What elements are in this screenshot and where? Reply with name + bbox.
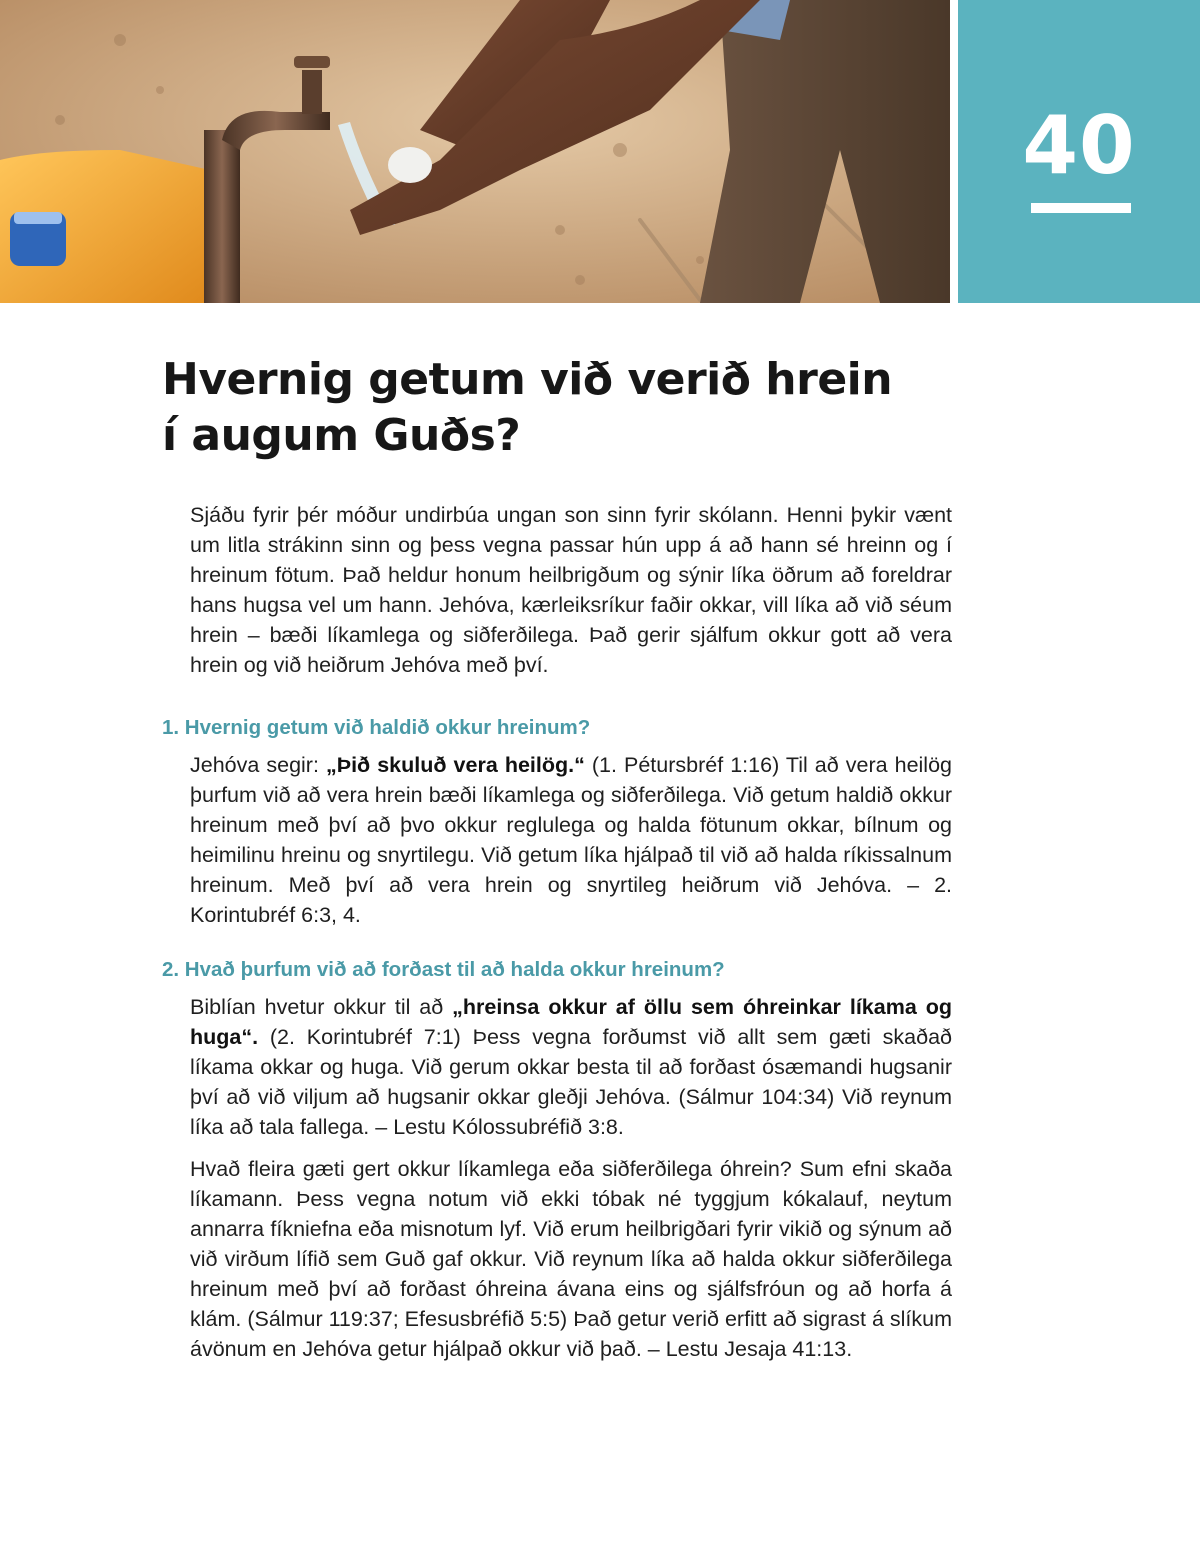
- lesson-content: [162, 500, 952, 1390]
- paragraph-text: Biblían hvetur okkur til að: [190, 995, 453, 1019]
- question-section-2: [162, 956, 952, 1364]
- question-heading: 1. Hvernig getum við haldið okkur hreinum?: [162, 716, 591, 739]
- page-title: [162, 352, 942, 464]
- paragraph-text: Jehóva segir:: [190, 753, 326, 777]
- page-title-line2: í augum Guðs?: [162, 410, 521, 461]
- hero-photo: [0, 0, 950, 303]
- lesson-number: 40: [1022, 99, 1136, 192]
- question-heading: 2. Hvað þurfum við að forðast til að halda okkur hreinum?: [162, 958, 725, 981]
- lesson-number-box: [958, 0, 1200, 303]
- lesson-number-underline: [1031, 203, 1131, 213]
- answer-paragraph: [190, 750, 952, 930]
- paragraph-text: (2. Korintubréf 7:1) Þess vegna forðumst við allt sem gæti skaðað líkama okkar og huga. Við gerum okkar besta til að forðast ósæmandi hugsanir því að við viljum að hugsanir okkar gleðji Jehóva. (Sálmur 104:34) Við reynum líka að tala fallega. – Lestu Kólossubréfið 3:8.: [190, 1025, 952, 1139]
- intro-paragraph: Sjáðu fyrir þér móður undirbúa ungan son sinn fyrir skólann. Henni þykir vænt um litla strákinn sinn og þess vegna passar hún upp á að hann sé hreinn og í hreinum fötum. Það heldur honum heilbrigðum og sýnir líka öðrum að foreldrar hans hugsa vel um hann. Jehóva, kærleiksríkur faðir okkar, vill líka að við séum hrein – bæði líkamlega og siðferðilega. Það gerir sjálfum okkur gott að vera hrein og við heiðrum Jehóva með því.: [190, 503, 952, 677]
- scripture-quote: „hreinsa okkur af öllu sem óhreinkar líkama og huga“.: [190, 995, 952, 1049]
- page-title-line1: Hvernig getum við verið hrein: [162, 354, 893, 405]
- scripture-quote: „Þið skuluð vera heilög.“: [325, 753, 585, 777]
- answer-paragraph: Hvað fleira gæti gert okkur líkamlega eða siðferðilega óhrein? Sum efni skaða líkamann. Þess vegna notum við ekki tóbak né tyggjum kókalauf, neytum annarra fíkniefna eða misnotum lyf. Við erum heilbrigðari fyrir vikið og sýnum að við virðum lífið sem Guð gaf okkur. Við reynum líka að halda okkur siðferðilega hreinum með því að forðast óhreina ávana eins og sjálfsfróun og að horfa á klám. (Sálmur 119:37; Efesusbréfið 5:5) Það getur verið erfitt að sigrast á slíkum ávönum en Jehóva getur hjálpað okkur við það. – Lestu Jesaja 41:13.: [190, 1157, 952, 1361]
- question-section-1: [162, 714, 952, 930]
- paragraph-text: (1. Pétursbréf 1:16) Til að vera heilög þurfum við að vera hrein bæði líkamlega og siðferðilega. Við getum haldið okkur hreinum með því að þvo okkur reglulega og halda fötunum okkar, bílnum og heimilinu hreinu og snyrtilegu. Við getum líka hjálpað til við að halda ríkissalnum hreinum. Með því að vera hrein og snyrtileg heiðrum við Jehóva. – 2. Korintubréf 6:3, 4.: [190, 753, 952, 927]
- answer-paragraph: [190, 992, 952, 1142]
- hand-washing-at-tap-photo-icon: [0, 0, 950, 303]
